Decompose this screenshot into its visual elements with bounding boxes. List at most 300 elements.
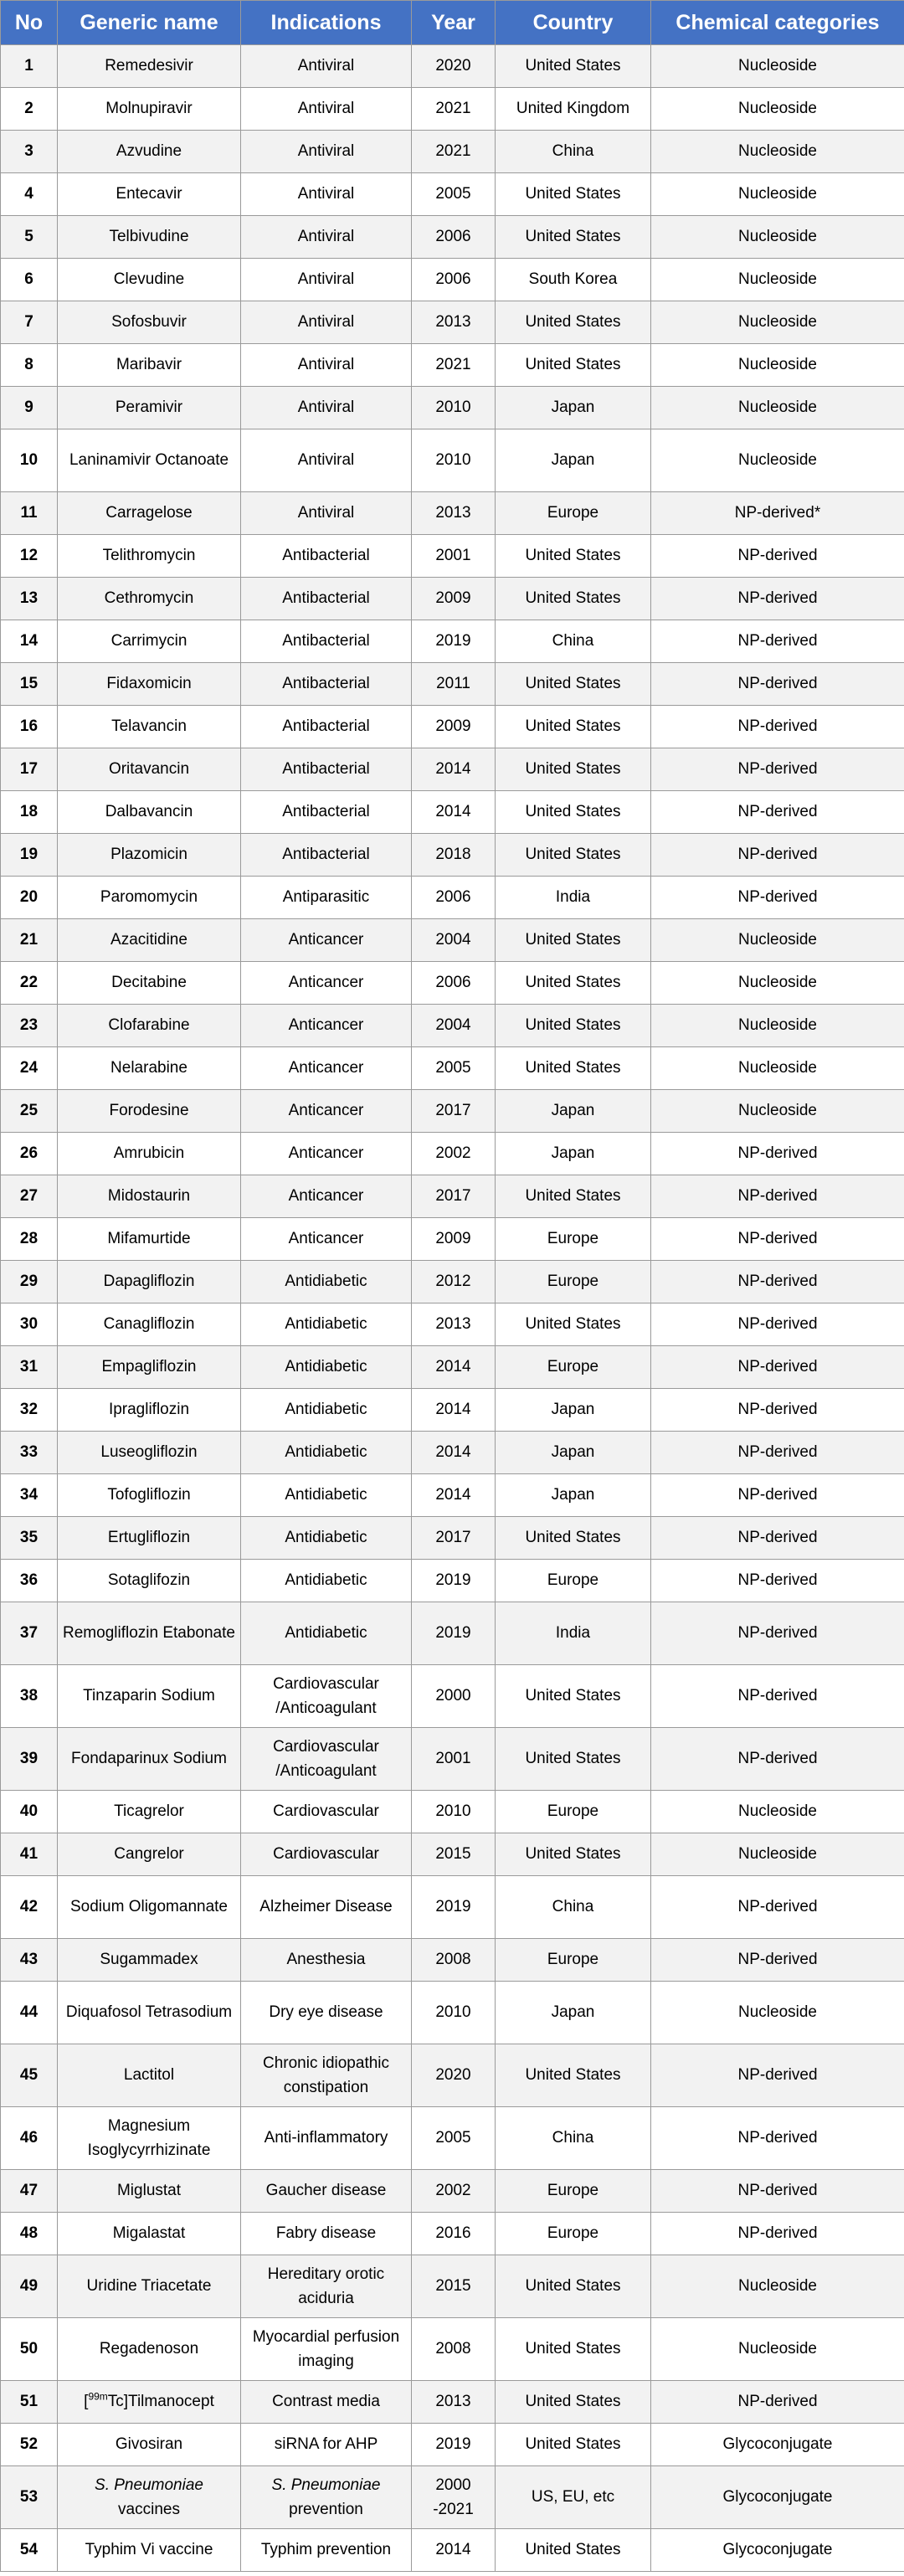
cell-chemical-category: NP-derived bbox=[651, 1175, 904, 1218]
cell-year: 2019 bbox=[412, 2424, 496, 2466]
cell-no: 1 bbox=[1, 45, 58, 88]
cell-indication: Anticancer bbox=[241, 1047, 412, 1090]
cell-generic-name: Magnesium Isoglycyrrhizinate bbox=[58, 2107, 241, 2170]
cell-generic-name: Amrubicin bbox=[58, 1133, 241, 1175]
indication-italic: S. Pneumoniae bbox=[271, 2476, 381, 2494]
name-rest: vaccines bbox=[118, 2501, 180, 2518]
table-row bbox=[1, 1560, 904, 1602]
table-row bbox=[1, 706, 904, 748]
cell-generic-name: Diquafosol Tetrasodium bbox=[58, 1982, 241, 2044]
cell-country: China bbox=[496, 620, 651, 663]
table-row bbox=[1, 535, 904, 578]
cell-year: 2017 bbox=[412, 1090, 496, 1133]
cell-chemical-category: NP-derived bbox=[651, 1303, 904, 1346]
cell-country: United States bbox=[496, 663, 651, 706]
cell-generic-name: Sugammadex bbox=[58, 1939, 241, 1982]
table-row bbox=[1, 1303, 904, 1346]
cell-no: 31 bbox=[1, 1346, 58, 1389]
cell-indication: Anticancer bbox=[241, 1090, 412, 1133]
table-row bbox=[1, 1517, 904, 1560]
cell-country: China bbox=[496, 2107, 651, 2170]
cell-generic-name: Azvudine bbox=[58, 131, 241, 173]
cell-chemical-category: Nucleoside bbox=[651, 1047, 904, 1090]
cell-year: 2014 bbox=[412, 1474, 496, 1517]
cell-no: 16 bbox=[1, 706, 58, 748]
cell-generic-name: Telbivudine bbox=[58, 216, 241, 259]
cell-year: 2004 bbox=[412, 1005, 496, 1047]
cell-country: Japan bbox=[496, 1474, 651, 1517]
table-body bbox=[1, 45, 904, 2572]
cell-generic-name: Oritavancin bbox=[58, 748, 241, 791]
table-row bbox=[1, 1346, 904, 1389]
cell-generic-name: Uridine Triacetate bbox=[58, 2255, 241, 2318]
cell-country: United States bbox=[496, 1175, 651, 1218]
cell-generic-name: Decitabine bbox=[58, 962, 241, 1005]
cell-indication: Antiviral bbox=[241, 131, 412, 173]
cell-year: 2014 bbox=[412, 1389, 496, 1432]
table-row bbox=[1, 1218, 904, 1261]
cell-year: 2014 bbox=[412, 1432, 496, 1474]
cell-indication: Antidiabetic bbox=[241, 1517, 412, 1560]
cell-no: 39 bbox=[1, 1728, 58, 1791]
name-prefix: [ bbox=[84, 2393, 89, 2411]
cell-no: 10 bbox=[1, 429, 58, 492]
table-row bbox=[1, 2529, 904, 2572]
cell-chemical-category: NP-derived bbox=[651, 1602, 904, 1665]
cell-country: United States bbox=[496, 578, 651, 620]
table-row bbox=[1, 663, 904, 706]
cell-indication: Antiviral bbox=[241, 173, 412, 216]
cell-country: India bbox=[496, 1602, 651, 1665]
cell-no: 13 bbox=[1, 578, 58, 620]
cell-generic-name: Luseogliflozin bbox=[58, 1432, 241, 1474]
cell-generic-name: Remedesivir bbox=[58, 45, 241, 88]
cell-country: United States bbox=[496, 2044, 651, 2107]
cell-year: 2009 bbox=[412, 1218, 496, 1261]
cell-chemical-category: NP-derived bbox=[651, 1939, 904, 1982]
cell-generic-name: Molnupiravir bbox=[58, 88, 241, 131]
cell-indication: Antiviral bbox=[241, 492, 412, 535]
cell-no: 19 bbox=[1, 834, 58, 877]
cell-no: 22 bbox=[1, 962, 58, 1005]
cell-chemical-category: NP-derived bbox=[651, 877, 904, 919]
cell-chemical-category: Nucleoside bbox=[651, 45, 904, 88]
cell-year: 2019 bbox=[412, 1560, 496, 1602]
cell-country: Europe bbox=[496, 1939, 651, 1982]
cell-generic-name: Azacitidine bbox=[58, 919, 241, 962]
cell-year: 2004 bbox=[412, 919, 496, 962]
cell-chemical-category: NP-derived bbox=[651, 1876, 904, 1939]
cell-year: 2005 bbox=[412, 1047, 496, 1090]
cell-generic-name: Plazomicin bbox=[58, 834, 241, 877]
cell-indication: Contrast media bbox=[241, 2381, 412, 2424]
cell-indication: Antiviral bbox=[241, 259, 412, 301]
cell-chemical-category: NP-derived bbox=[651, 2213, 904, 2255]
table-row bbox=[1, 919, 904, 962]
cell-country: Japan bbox=[496, 1982, 651, 2044]
cell-indication: Anesthesia bbox=[241, 1939, 412, 1982]
cell-indication: Chronic idiopathic constipation bbox=[241, 2044, 412, 2107]
cell-generic-name: Miglustat bbox=[58, 2170, 241, 2213]
cell-country: Japan bbox=[496, 387, 651, 429]
cell-indication: Antibacterial bbox=[241, 663, 412, 706]
cell-year: 2020 bbox=[412, 45, 496, 88]
cell-chemical-category: Nucleoside bbox=[651, 173, 904, 216]
cell-chemical-category: Glycoconjugate bbox=[651, 2529, 904, 2572]
cell-chemical-category: NP-derived bbox=[651, 2170, 904, 2213]
cell-generic-name: Mifamurtide bbox=[58, 1218, 241, 1261]
cell-year: 2006 bbox=[412, 216, 496, 259]
cell-year: 2019 bbox=[412, 1602, 496, 1665]
cell-year: 2014 bbox=[412, 2529, 496, 2572]
cell-no: 45 bbox=[1, 2044, 58, 2107]
cell-year: 2009 bbox=[412, 706, 496, 748]
cell-chemical-category: NP-derived bbox=[651, 1218, 904, 1261]
cell-chemical-category: NP-derived bbox=[651, 2044, 904, 2107]
table-row bbox=[1, 791, 904, 834]
cell-chemical-category: NP-derived bbox=[651, 1261, 904, 1303]
cell-chemical-category: NP-derived bbox=[651, 578, 904, 620]
cell-country: China bbox=[496, 131, 651, 173]
cell-year: 2010 bbox=[412, 1791, 496, 1833]
cell-generic-name: Sodium Oligomannate bbox=[58, 1876, 241, 1939]
cell-no: 27 bbox=[1, 1175, 58, 1218]
cell-country: United States bbox=[496, 919, 651, 962]
cell-indication: Typhim prevention bbox=[241, 2529, 412, 2572]
cell-generic-name: Midostaurin bbox=[58, 1175, 241, 1218]
cell-indication: Cardiovascular bbox=[241, 1833, 412, 1876]
cell-year: 2006 bbox=[412, 962, 496, 1005]
cell-indication: Antidiabetic bbox=[241, 1560, 412, 1602]
cell-no: 15 bbox=[1, 663, 58, 706]
cell-chemical-category: Nucleoside bbox=[651, 919, 904, 962]
cell-year: 2005 bbox=[412, 173, 496, 216]
cell-indication: Anticancer bbox=[241, 962, 412, 1005]
cell-chemical-category: NP-derived bbox=[651, 1517, 904, 1560]
cell-country: United States bbox=[496, 706, 651, 748]
table-row bbox=[1, 1261, 904, 1303]
table-row bbox=[1, 173, 904, 216]
cell-generic-name: Laninamivir Octanoate bbox=[58, 429, 241, 492]
cell-year: 2001 bbox=[412, 535, 496, 578]
cell-indication: Antiviral bbox=[241, 216, 412, 259]
cell-year: 2019 bbox=[412, 1876, 496, 1939]
cell-chemical-category: Nucleoside bbox=[651, 2255, 904, 2318]
cell-indication: Antibacterial bbox=[241, 620, 412, 663]
table-row bbox=[1, 1005, 904, 1047]
table-row bbox=[1, 45, 904, 88]
cell-no: 32 bbox=[1, 1389, 58, 1432]
cell-indication: Anticancer bbox=[241, 1175, 412, 1218]
cell-no: 34 bbox=[1, 1474, 58, 1517]
table-row bbox=[1, 1791, 904, 1833]
table-row bbox=[1, 88, 904, 131]
cell-generic-name: Sotaglifozin bbox=[58, 1560, 241, 1602]
cell-chemical-category: NP-derived bbox=[651, 1346, 904, 1389]
cell-generic-name: Nelarabine bbox=[58, 1047, 241, 1090]
cell-year: 2013 bbox=[412, 2381, 496, 2424]
cell-no: 9 bbox=[1, 387, 58, 429]
cell-chemical-category: NP-derived bbox=[651, 1474, 904, 1517]
cell-chemical-category: NP-derived bbox=[651, 748, 904, 791]
cell-year: 2008 bbox=[412, 2318, 496, 2381]
cell-indication: Antiviral bbox=[241, 301, 412, 344]
cell-generic-name: Dalbavancin bbox=[58, 791, 241, 834]
table-row bbox=[1, 620, 904, 663]
cell-no: 43 bbox=[1, 1939, 58, 1982]
cell-indication: Myocardial perfusion imaging bbox=[241, 2318, 412, 2381]
cell-indication: siRNA for AHP bbox=[241, 2424, 412, 2466]
table-row bbox=[1, 301, 904, 344]
cell-country: United States bbox=[496, 2318, 651, 2381]
cell-generic-name bbox=[58, 2381, 241, 2424]
cell-chemical-category: NP-derived bbox=[651, 1728, 904, 1791]
cell-country: Japan bbox=[496, 1389, 651, 1432]
cell-year: 2014 bbox=[412, 791, 496, 834]
cell-indication: Antidiabetic bbox=[241, 1432, 412, 1474]
cell-country: United States bbox=[496, 45, 651, 88]
cell-country: United States bbox=[496, 1517, 651, 1560]
cell-year: 2016 bbox=[412, 2213, 496, 2255]
cell-generic-name: Carrimycin bbox=[58, 620, 241, 663]
cell-country: United States bbox=[496, 962, 651, 1005]
cell-no: 40 bbox=[1, 1791, 58, 1833]
cell-country: United States bbox=[496, 2381, 651, 2424]
table-row bbox=[1, 492, 904, 535]
cell-generic-name: Empagliflozin bbox=[58, 1346, 241, 1389]
cell-chemical-category: Nucleoside bbox=[651, 259, 904, 301]
cell-indication: Cardiovascular /Anticoagulant bbox=[241, 1728, 412, 1791]
cell-generic-name bbox=[58, 2466, 241, 2529]
cell-chemical-category: NP-derived bbox=[651, 535, 904, 578]
cell-year: 2018 bbox=[412, 834, 496, 877]
table-row bbox=[1, 216, 904, 259]
table-row bbox=[1, 1602, 904, 1665]
cell-no: 6 bbox=[1, 259, 58, 301]
cell-indication: Antiparasitic bbox=[241, 877, 412, 919]
cell-no: 48 bbox=[1, 2213, 58, 2255]
cell-country: United States bbox=[496, 1303, 651, 1346]
cell-chemical-category: NP-derived bbox=[651, 1432, 904, 1474]
cell-year: 2010 bbox=[412, 1982, 496, 2044]
cell-indication: Antibacterial bbox=[241, 578, 412, 620]
cell-generic-name: Remogliflozin Etabonate bbox=[58, 1602, 241, 1665]
cell-year: 2019 bbox=[412, 620, 496, 663]
cell-no: 20 bbox=[1, 877, 58, 919]
table-row bbox=[1, 2255, 904, 2318]
cell-chemical-category: Nucleoside bbox=[651, 1090, 904, 1133]
cell-country: Japan bbox=[496, 1432, 651, 1474]
cell-no: 28 bbox=[1, 1218, 58, 1261]
cell-no: 3 bbox=[1, 131, 58, 173]
cell-year: 2009 bbox=[412, 578, 496, 620]
cell-generic-name: Clevudine bbox=[58, 259, 241, 301]
table-row bbox=[1, 1090, 904, 1133]
cell-chemical-category: Nucleoside bbox=[651, 216, 904, 259]
cell-year: 2010 bbox=[412, 387, 496, 429]
cell-year: 2001 bbox=[412, 1728, 496, 1791]
table-row bbox=[1, 429, 904, 492]
cell-country: United States bbox=[496, 2255, 651, 2318]
table-row bbox=[1, 1665, 904, 1728]
cell-no: 2 bbox=[1, 88, 58, 131]
cell-chemical-category: Nucleoside bbox=[651, 301, 904, 344]
cell-generic-name: Paromomycin bbox=[58, 877, 241, 919]
cell-country: US, EU, etc bbox=[496, 2466, 651, 2529]
cell-chemical-category: Nucleoside bbox=[651, 429, 904, 492]
cell-generic-name: Cethromycin bbox=[58, 578, 241, 620]
table-row bbox=[1, 962, 904, 1005]
cell-no: 26 bbox=[1, 1133, 58, 1175]
cell-no: 18 bbox=[1, 791, 58, 834]
cell-generic-name: Sofosbuvir bbox=[58, 301, 241, 344]
cell-indication: Antidiabetic bbox=[241, 1389, 412, 1432]
column-header-generic-name: Generic name bbox=[58, 1, 241, 45]
cell-year: 2020 bbox=[412, 2044, 496, 2107]
cell-country: Europe bbox=[496, 1791, 651, 1833]
column-header-indications: Indications bbox=[241, 1, 412, 45]
cell-indication: Antibacterial bbox=[241, 706, 412, 748]
cell-year: 2000 -2021 bbox=[412, 2466, 496, 2529]
cell-no: 44 bbox=[1, 1982, 58, 2044]
cell-country: Japan bbox=[496, 1133, 651, 1175]
cell-country: Europe bbox=[496, 1346, 651, 1389]
cell-no: 7 bbox=[1, 301, 58, 344]
table-row bbox=[1, 1047, 904, 1090]
cell-no: 14 bbox=[1, 620, 58, 663]
cell-chemical-category: Nucleoside bbox=[651, 2318, 904, 2381]
cell-chemical-category: NP-derived bbox=[651, 706, 904, 748]
cell-country: United States bbox=[496, 2424, 651, 2466]
cell-generic-name: Canagliflozin bbox=[58, 1303, 241, 1346]
indication-rest: prevention bbox=[289, 2501, 363, 2518]
table-row bbox=[1, 1939, 904, 1982]
cell-country: United Kingdom bbox=[496, 88, 651, 131]
cell-no: 41 bbox=[1, 1833, 58, 1876]
cell-no: 47 bbox=[1, 2170, 58, 2213]
cell-country: United States bbox=[496, 834, 651, 877]
table-row bbox=[1, 578, 904, 620]
cell-indication: Antidiabetic bbox=[241, 1346, 412, 1389]
cell-no: 46 bbox=[1, 2107, 58, 2170]
cell-year: 2012 bbox=[412, 1261, 496, 1303]
cell-year: 2021 bbox=[412, 131, 496, 173]
cell-indication: Antiviral bbox=[241, 88, 412, 131]
cell-country: United States bbox=[496, 1833, 651, 1876]
cell-chemical-category: NP-derived bbox=[651, 1133, 904, 1175]
cell-generic-name: Regadenoson bbox=[58, 2318, 241, 2381]
cell-chemical-category: Nucleoside bbox=[651, 88, 904, 131]
cell-year: 2006 bbox=[412, 877, 496, 919]
cell-no: 35 bbox=[1, 1517, 58, 1560]
cell-chemical-category: Nucleoside bbox=[651, 387, 904, 429]
cell-country: Europe bbox=[496, 1560, 651, 1602]
cell-indication: Antiviral bbox=[241, 344, 412, 387]
cell-indication: Antibacterial bbox=[241, 748, 412, 791]
name-italic: S. Pneumoniae bbox=[95, 2476, 203, 2494]
cell-country: United States bbox=[496, 301, 651, 344]
cell-indication: Antidiabetic bbox=[241, 1261, 412, 1303]
cell-no: 4 bbox=[1, 173, 58, 216]
cell-year: 2015 bbox=[412, 2255, 496, 2318]
cell-no: 23 bbox=[1, 1005, 58, 1047]
cell-year: 2005 bbox=[412, 2107, 496, 2170]
cell-indication: Anticancer bbox=[241, 1218, 412, 1261]
cell-country: Europe bbox=[496, 1261, 651, 1303]
cell-country: Europe bbox=[496, 1218, 651, 1261]
cell-chemical-category: NP-derived bbox=[651, 620, 904, 663]
cell-no: 29 bbox=[1, 1261, 58, 1303]
cell-year: 2013 bbox=[412, 1303, 496, 1346]
cell-generic-name: Telavancin bbox=[58, 706, 241, 748]
cell-year: 2017 bbox=[412, 1517, 496, 1560]
cell-indication: Cardiovascular /Anticoagulant bbox=[241, 1665, 412, 1728]
cell-indication: Fabry disease bbox=[241, 2213, 412, 2255]
cell-country: United States bbox=[496, 1047, 651, 1090]
cell-indication: Anticancer bbox=[241, 1005, 412, 1047]
cell-no: 38 bbox=[1, 1665, 58, 1728]
table-row bbox=[1, 131, 904, 173]
cell-no: 33 bbox=[1, 1432, 58, 1474]
cell-generic-name: Tofogliflozin bbox=[58, 1474, 241, 1517]
cell-generic-name: Migalastat bbox=[58, 2213, 241, 2255]
cell-chemical-category: Nucleoside bbox=[651, 1833, 904, 1876]
cell-no: 49 bbox=[1, 2255, 58, 2318]
cell-indication: Antiviral bbox=[241, 429, 412, 492]
cell-country: United States bbox=[496, 748, 651, 791]
table-row bbox=[1, 2424, 904, 2466]
cell-country: United States bbox=[496, 173, 651, 216]
table-row bbox=[1, 2318, 904, 2381]
cell-generic-name: Fidaxomicin bbox=[58, 663, 241, 706]
cell-no: 42 bbox=[1, 1876, 58, 1939]
cell-year: 2013 bbox=[412, 301, 496, 344]
cell-no: 51 bbox=[1, 2381, 58, 2424]
cell-generic-name: Ticagrelor bbox=[58, 1791, 241, 1833]
cell-year: 2013 bbox=[412, 492, 496, 535]
cell-year: 2006 bbox=[412, 259, 496, 301]
table-row bbox=[1, 2466, 904, 2529]
cell-chemical-category: NP-derived bbox=[651, 1665, 904, 1728]
cell-indication: Anticancer bbox=[241, 1133, 412, 1175]
cell-country: Europe bbox=[496, 492, 651, 535]
cell-country: United States bbox=[496, 1005, 651, 1047]
table-row bbox=[1, 2107, 904, 2170]
cell-no: 53 bbox=[1, 2466, 58, 2529]
cell-generic-name: Maribavir bbox=[58, 344, 241, 387]
cell-country: United States bbox=[496, 216, 651, 259]
table-row bbox=[1, 2213, 904, 2255]
cell-generic-name: Forodesine bbox=[58, 1090, 241, 1133]
column-header-year: Year bbox=[412, 1, 496, 45]
cell-country: India bbox=[496, 877, 651, 919]
cell-generic-name: Clofarabine bbox=[58, 1005, 241, 1047]
cell-indication: Hereditary orotic aciduria bbox=[241, 2255, 412, 2318]
cell-indication: Gaucher disease bbox=[241, 2170, 412, 2213]
cell-indication: Antibacterial bbox=[241, 834, 412, 877]
cell-country: United States bbox=[496, 2529, 651, 2572]
cell-generic-name: Typhim Vi vaccine bbox=[58, 2529, 241, 2572]
table-row bbox=[1, 834, 904, 877]
cell-chemical-category: NP-derived bbox=[651, 791, 904, 834]
cell-country: South Korea bbox=[496, 259, 651, 301]
table-row bbox=[1, 1133, 904, 1175]
cell-generic-name: Peramivir bbox=[58, 387, 241, 429]
column-header-chemical-categories: Chemical categories bbox=[651, 1, 904, 45]
cell-indication: Dry eye disease bbox=[241, 1982, 412, 2044]
cell-generic-name: Telithromycin bbox=[58, 535, 241, 578]
cell-year: 2000 bbox=[412, 1665, 496, 1728]
